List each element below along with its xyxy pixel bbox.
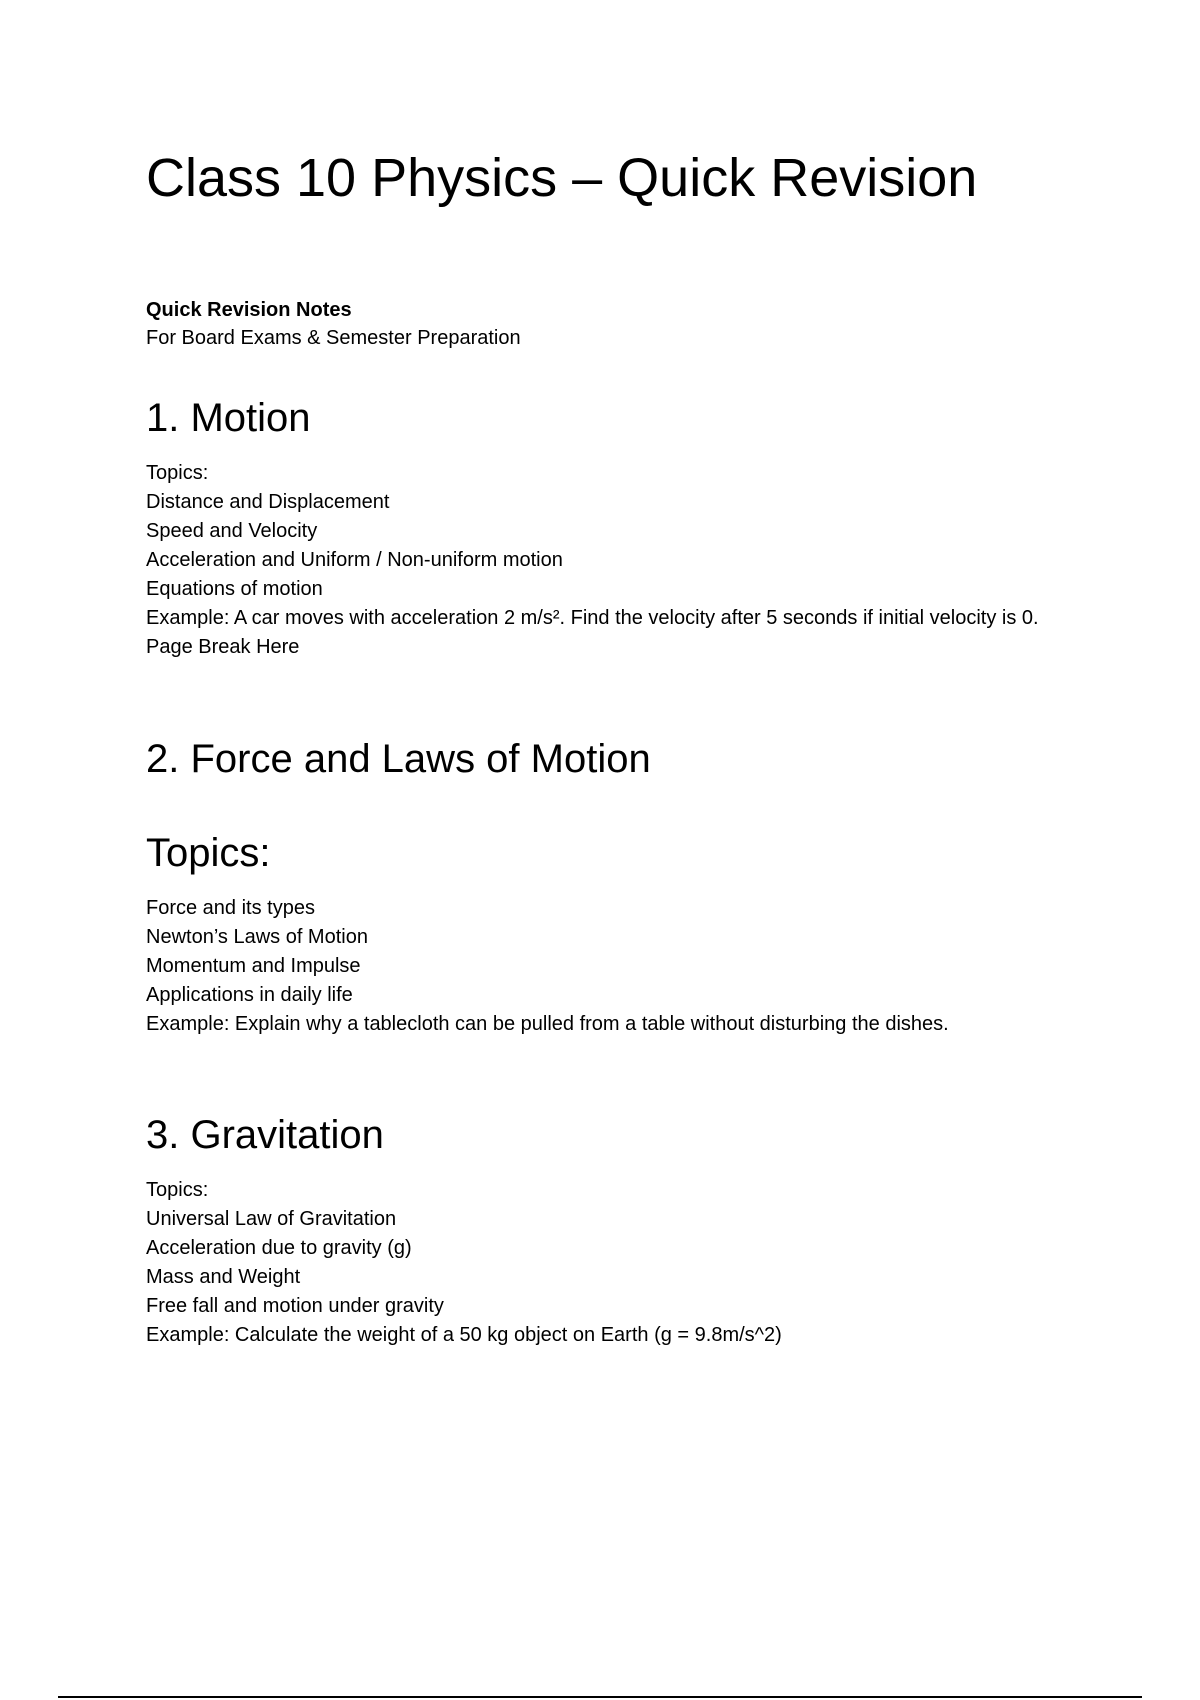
list-item: Page Break Here [146, 636, 300, 658]
section-heading-gravitation: 3. Gravitation [146, 1113, 384, 1157]
list-item: Speed and Velocity [146, 520, 318, 542]
list-item: Example: Explain why a tablecloth can be pulled from a table without disturbing the dishes. [146, 1013, 949, 1035]
list-item: Force and its types [146, 897, 315, 919]
list-item: Newton’s Laws of Motion [146, 926, 368, 948]
list-item: Applications in daily life [146, 984, 353, 1006]
list-item: Example: A car moves with acceleration 2 m/s². Find the velocity after 5 seconds if initial velocity is 0. [146, 607, 1039, 629]
section-heading-force: 2. Force and Laws of Motion [146, 737, 651, 781]
subtitle: For Board Exams & Semester Preparation [146, 327, 521, 349]
list-item: Example: Calculate the weight of a 50 kg object on Earth (g = 9.8m/s^2) [146, 1324, 782, 1346]
list-item: Mass and Weight [146, 1266, 301, 1288]
list-item: Free fall and motion under gravity [146, 1295, 444, 1317]
page-title: Class 10 Physics – Quick Revision [146, 148, 978, 208]
list-item: Distance and Displacement [146, 491, 390, 513]
section-heading-motion: 1. Motion [146, 396, 311, 440]
list-item: Momentum and Impulse [146, 955, 361, 977]
list-item: Equations of motion [146, 578, 323, 600]
section-subheading-topics: Topics: [146, 831, 271, 875]
list-item: Universal Law of Gravitation [146, 1208, 397, 1230]
section-lines-gravitation [146, 1176, 1066, 1350]
list-item: Topics: [146, 1179, 209, 1201]
list-item: Topics: [146, 462, 209, 484]
subtitle-bold: Quick Revision Notes [146, 299, 352, 321]
section-lines-motion [146, 459, 1066, 662]
section-lines-force [146, 894, 1066, 1039]
list-item: Acceleration and Uniform / Non-uniform motion [146, 549, 563, 571]
list-item: Acceleration due to gravity (g) [146, 1237, 412, 1259]
page-bottom-rule [58, 1696, 1142, 1698]
